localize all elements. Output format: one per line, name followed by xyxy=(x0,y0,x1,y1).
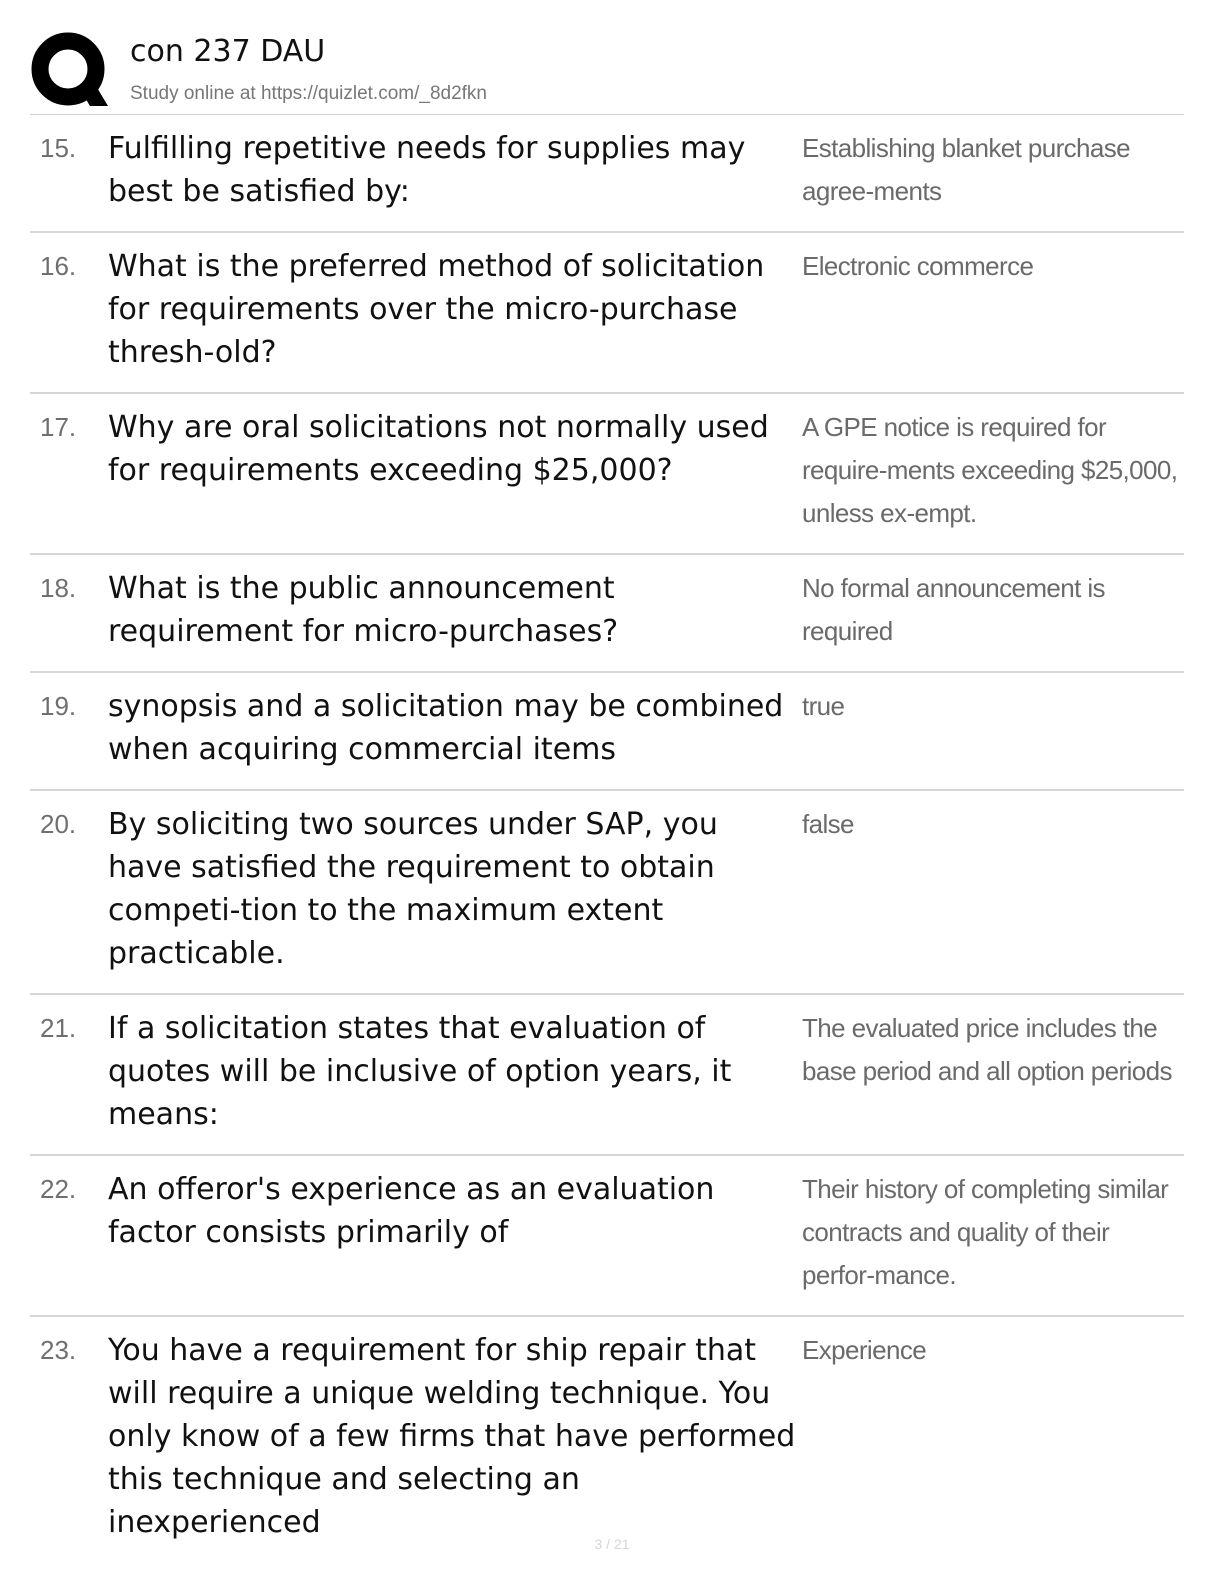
flashcard-row xyxy=(30,115,1184,233)
card-term: You have a requirement for ship repair that will require a unique welding technique. You only know of a few firms that have performed this technique and selecting an inexperienced xyxy=(108,1333,796,1540)
card-number: 17. xyxy=(40,412,77,442)
card-term: synopsis and a solicitation may be combined when acquiring commercial items xyxy=(108,689,784,767)
flashcard-row xyxy=(30,1317,1184,1562)
flashcard-row xyxy=(30,673,1184,791)
card-number: 22. xyxy=(40,1174,77,1204)
card-number: 19. xyxy=(40,691,77,721)
card-number: 15. xyxy=(40,133,77,163)
card-term: If a solicitation states that evaluation of quotes will be inclusive of option years, it means: xyxy=(108,1011,732,1132)
card-term: What is the preferred method of solicitation for requirements over the micro-purchase thresh-old? xyxy=(108,249,765,370)
card-number: 16. xyxy=(40,251,77,281)
flashcard-row xyxy=(30,233,1184,394)
card-definition: No formal announcement is required xyxy=(802,573,1105,646)
flashcard-row xyxy=(30,394,1184,555)
card-definition: A GPE notice is required for require-ments exceeding $25,000, unless ex-empt. xyxy=(802,412,1178,528)
card-definition: false xyxy=(802,809,854,839)
card-definition: true xyxy=(802,691,845,721)
card-number: 20. xyxy=(40,809,77,839)
card-definition: Experience xyxy=(802,1335,927,1365)
quizlet-logo-icon xyxy=(30,30,110,110)
card-definition: Electronic commerce xyxy=(802,251,1034,281)
card-term: Why are oral solicitations not normally used for requirements exceeding $25,000? xyxy=(108,410,769,488)
card-term: By soliciting two sources under SAP, you have satisfied the requirement to obtain competi-tion to the maximum extent practicable. xyxy=(108,807,718,971)
card-term: What is the public announcement requirement for micro-purchases? xyxy=(108,571,619,649)
card-term: Fulfilling repetitive needs for supplies may best be satisfied by: xyxy=(108,131,746,209)
card-definition: The evaluated price includes the base period and all option periods xyxy=(802,1013,1172,1086)
card-number: 18. xyxy=(40,573,77,603)
card-number: 23. xyxy=(40,1335,77,1365)
card-term: An offeror's experience as an evaluation factor consists primarily of xyxy=(108,1172,715,1250)
flashcard-row xyxy=(30,791,1184,995)
set-title: con 237 DAU xyxy=(130,34,326,69)
card-number: 21. xyxy=(40,1013,77,1043)
page-number: 3 / 21 xyxy=(594,1536,630,1552)
flashcard-row xyxy=(30,1156,1184,1317)
flashcard-row xyxy=(30,995,1184,1156)
flashcard-list xyxy=(30,115,1184,1562)
page-header xyxy=(30,30,1184,115)
study-link-text: Study online at https://quizlet.com/_8d2fkn xyxy=(130,83,487,104)
card-definition: Their history of completing similar contracts and quality of their perfor-mance. xyxy=(802,1174,1169,1290)
flashcard-row xyxy=(30,555,1184,673)
card-definition: Establishing blanket purchase agree-ments xyxy=(802,133,1131,206)
